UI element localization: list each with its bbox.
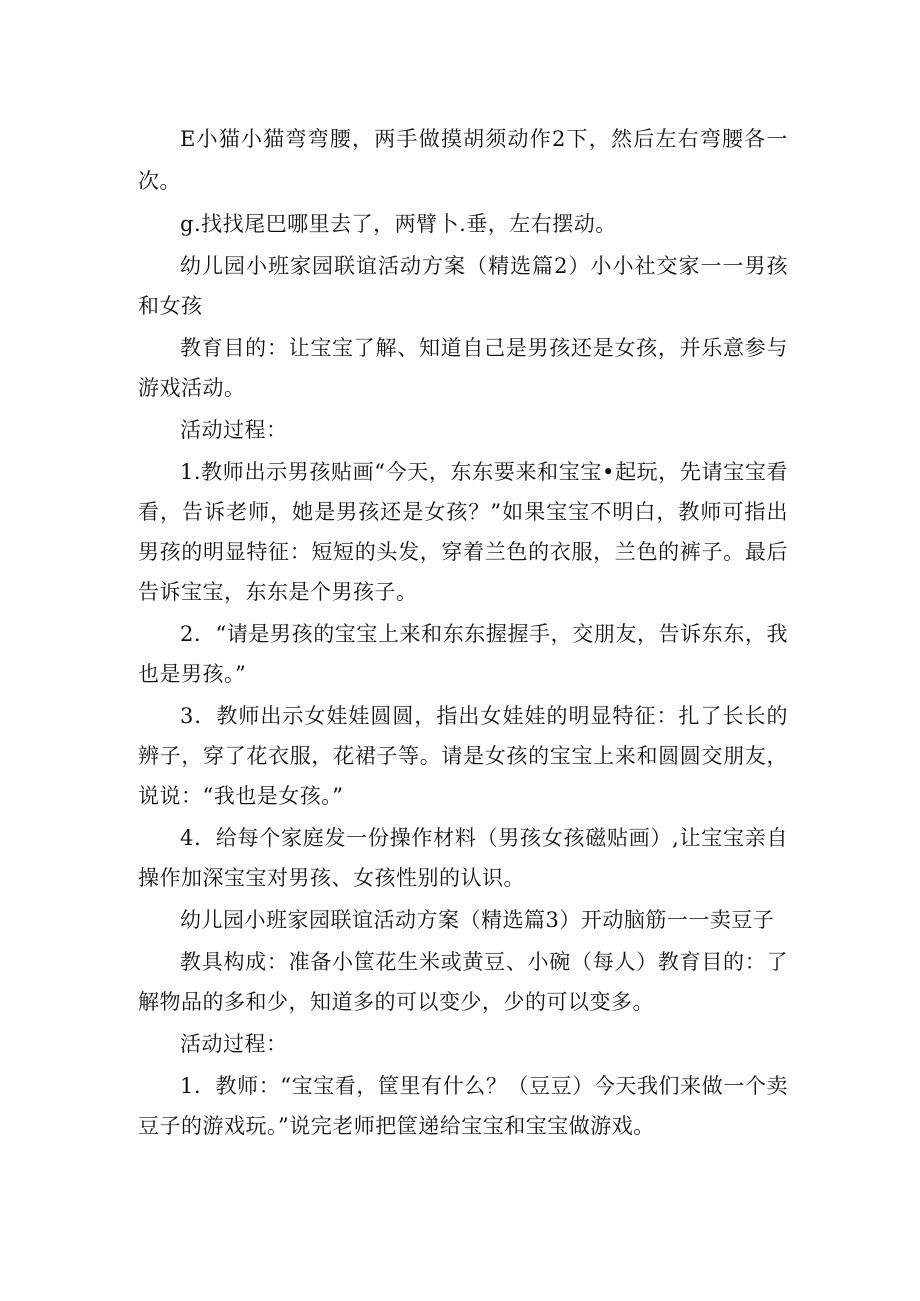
paragraph-process-label-3: 活动过程： <box>180 1032 288 1056</box>
paragraph-step-2-handshake: 2．“请是男孩的宝宝上来和东东握握手，交朋友，告诉东东，我也是男孩。” <box>138 622 788 686</box>
paragraph-cat-bend: E小猫小猫弯弯腰，两手做摸胡须动作2下，然后左右弯腰各一次。 <box>138 127 788 193</box>
paragraph-goal-2: 教育目的：让宝宝了解、知道自己是男孩还是女孩，并乐意参与游戏活动。 <box>138 336 788 400</box>
paragraph-step-1-boy: 1.教师出示男孩贴画“今天，东东要来和宝宝•起玩，先请宝宝看看，告诉老师，她是男孩还是女孩？”如果宝宝不明白，教师可指出男孩的明显特征：短短的头发，穿着兰色的衣服，兰色的裤子。最后告诉宝宝，东东是个男孩子。 <box>138 460 788 604</box>
paragraph-process-label-2: 活动过程： <box>180 418 288 442</box>
paragraph-step-4-materials: 4．给每个家庭发一份操作材料（男孩女孩磁贴画）,让宝宝亲自操作加深宝宝对男孩、女孩性别的认识。 <box>138 826 788 890</box>
section-heading-2: 幼儿园小班家园联谊活动方案（精选篇2）小小社交家一一男孩和女孩 <box>138 254 788 318</box>
paragraph-step-3-girl: 3．教师出示女娃娃圆圆，指出女娃娃的明显特征：扎了长长的辨子，穿了花衣服，花裙子等。请是女孩的宝宝上来和圆圆交朋友，说说：“我也是女孩。” <box>138 704 788 808</box>
paragraph-find-tail: g.找找尾巴哪里去了，两臂卜.垂，左右摆动。 <box>180 212 617 236</box>
document-body <box>138 118 788 1148</box>
paragraph-tools-goal-3: 教具构成：准备小筐花生米或黄豆、小碗（每人）教育目的：了解物品的多和少，知道多的可以变少，少的可以变多。 <box>138 950 788 1014</box>
section-heading-3: 幼儿园小班家园联谊活动方案（精选篇3）开动脑筋一一卖豆子 <box>180 908 775 932</box>
paragraph-step-1-beans: 1．教师：“宝宝看，筐里有什么？（豆豆）今天我们来做一个卖豆子的游戏玩。”说完老师把筐递给宝宝和宝宝做游戏。 <box>138 1074 788 1138</box>
